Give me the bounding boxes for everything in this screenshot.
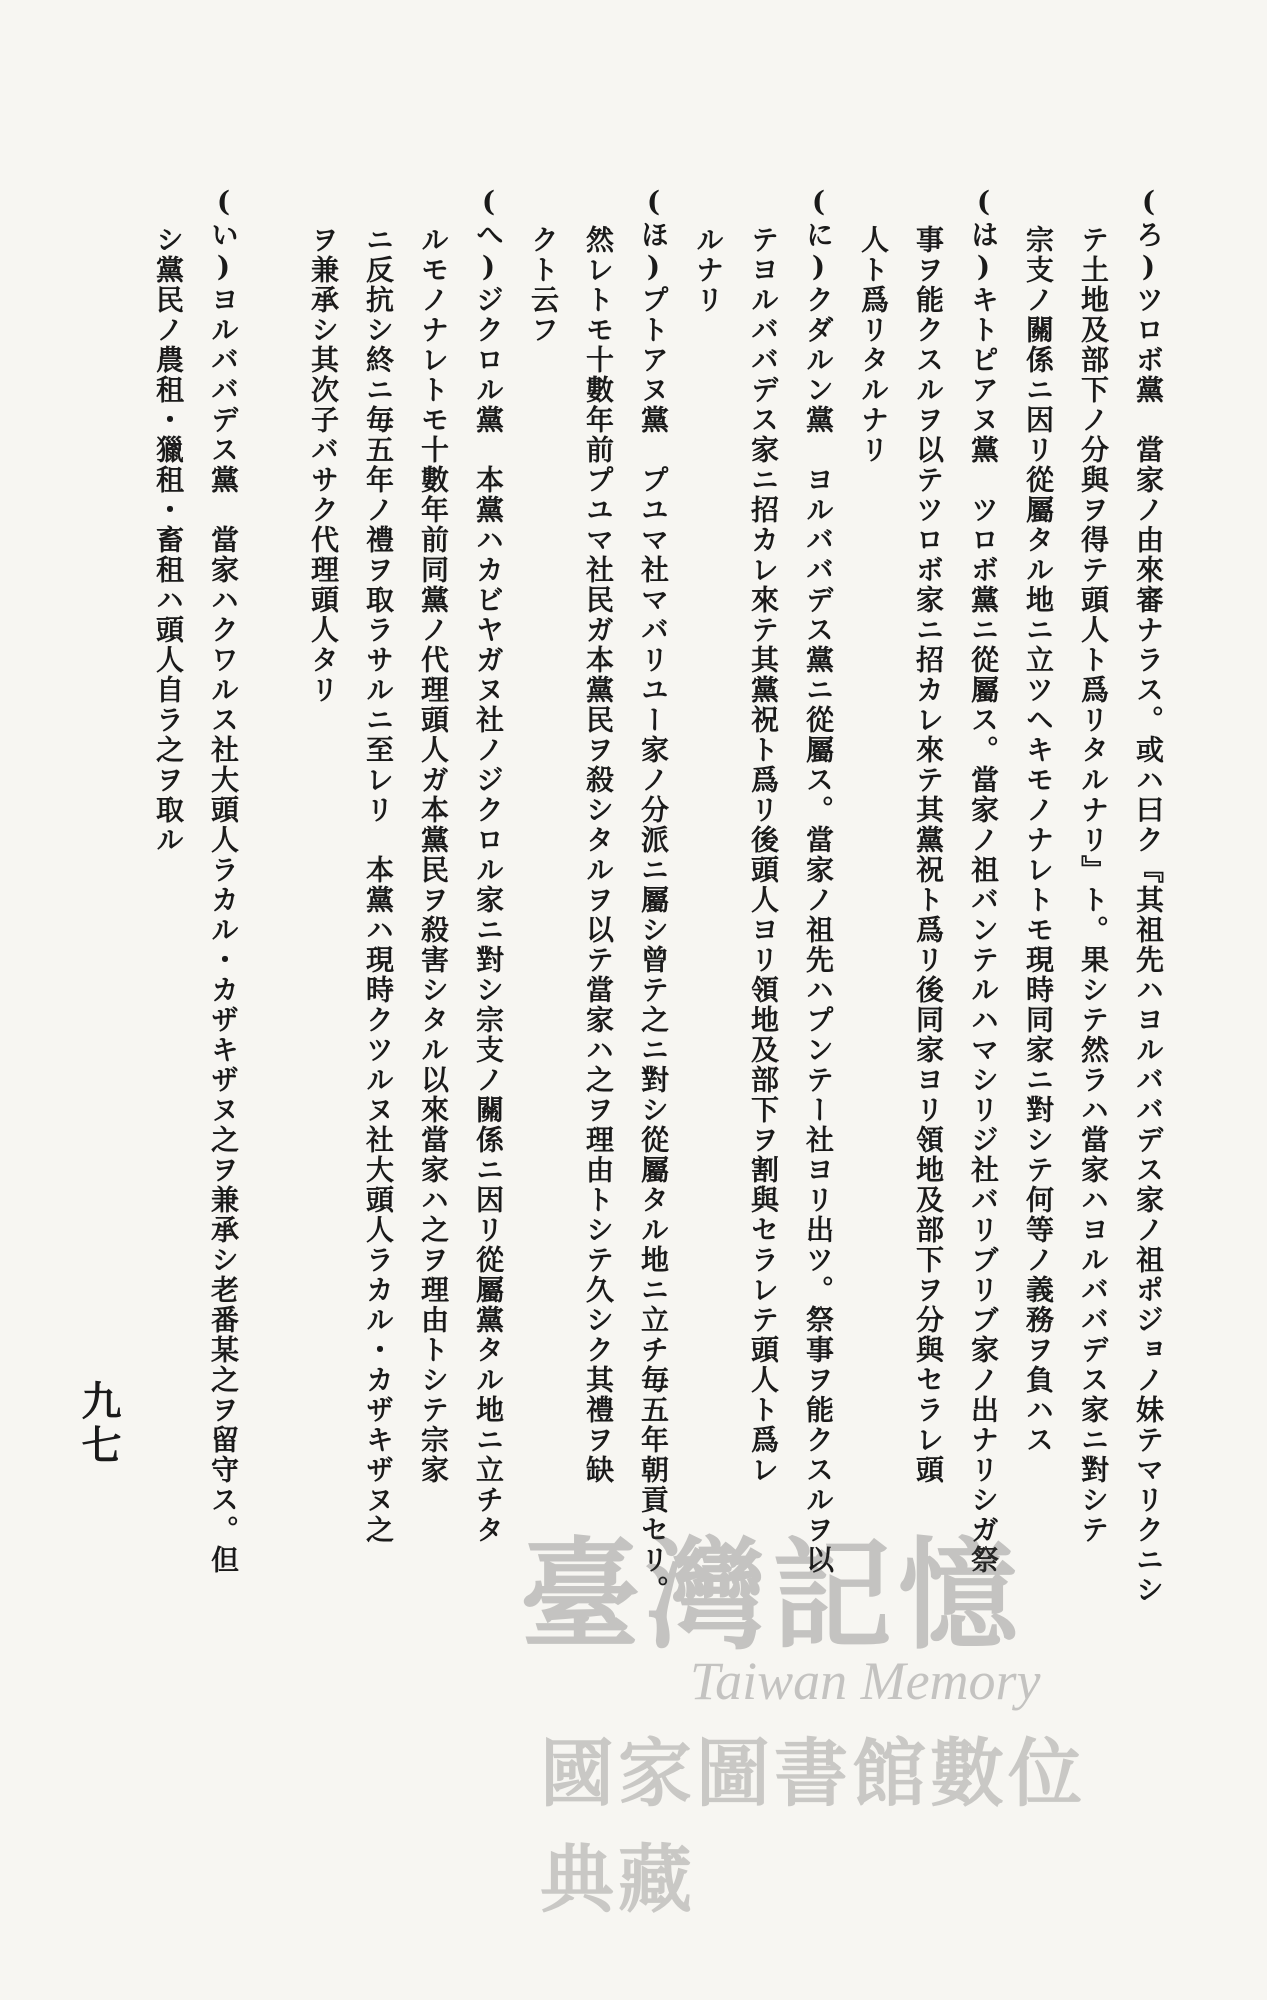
text-column-11: ルナリ bbox=[692, 225, 725, 315]
text-column-3: (ろ)ツロボ黨 當家ノ由來審ナラス。或ハ曰ク『其祖先ハヨルババデス家ノ祖ポジョノ妹テマリクニシ bbox=[1132, 185, 1165, 1605]
text-column-14: クト云フ bbox=[527, 225, 560, 345]
watermark-library: 國家圖書館數位典藏 bbox=[540, 1731, 1086, 1923]
text-column-1: (い)ヨルババデス黨 當家ハクワルス社大頭人ラカル・カザキザヌ之ヲ兼承シ老番某之ヲ留守ス。但 bbox=[207, 185, 240, 1575]
text-column-13: 然レトモ十數年前プユマ社民ガ本黨民ヲ殺シタルヲ以テ當家ハ之ヲ理由トシテ久シク其禮ヲ缺 bbox=[582, 225, 615, 1485]
page-number: 九七 bbox=[75, 1380, 122, 1468]
text-column-8: 人ト爲リタルナリ bbox=[857, 225, 890, 465]
text-column-10: テヨルババデス家ニ招カレ來テ其黨祝ト爲リ後頭人ヨリ領地及部下ヲ割與セラレテ頭人ト爲レ bbox=[747, 225, 780, 1485]
text-column-2: シ黨民ノ農租・獵租・畜租ハ頭人自ラ之ヲ取ル bbox=[152, 225, 185, 855]
text-column-4: テ土地及部下ノ分與ヲ得テ頭人ト爲リタルナリ』ト。果シテ然ラハ當家ハヨルババデス家ニ對シテ bbox=[1077, 225, 1110, 1545]
text-column-17: ニ反抗シ終ニ毎五年ノ禮ヲ取ラサルニ至レリ 本黨ハ現時クツルヌ社大頭人ラカル・カザキザヌ之 bbox=[362, 225, 395, 1545]
watermark bbox=[520, 1500, 1160, 1923]
text-column-6: (は)キトピアヌ黨 ツロボ黨ニ從屬ス。當家ノ祖バンテルハマシリジ社バリブリブ家ノ出ナリシガ祭 bbox=[967, 185, 1000, 1575]
text-column-5: 宗支ノ關係ニ因リ從屬タル地ニ立ツヘキモノナレトモ現時同家ニ對シテ何等ノ義務ヲ負ハス bbox=[1022, 225, 1055, 1455]
text-column-7: 事ヲ能クスルヲ以テツロボ家ニ招カレ來テ其黨祝ト爲リ後同家ヨリ領地及部下ヲ分與セラレ頭 bbox=[912, 225, 945, 1485]
text-column-18: ヲ兼承シ其次子バサク代理頭人タリ bbox=[307, 225, 340, 705]
watermark-title: 臺灣記憶 bbox=[520, 1525, 1024, 1666]
text-column-12: (ほ)プトアヌ黨 プユマ社マバリユー家ノ分派ニ屬シ曾テ之ニ對シ從屬タル地ニ立チ毎五年朝貢セリ。 bbox=[637, 185, 670, 1605]
watermark-subtitle: Taiwan Memory bbox=[690, 1651, 1041, 1711]
text-column-15: (へ)ジクロル黨 本黨ハカビヤガヌ社ノジクロル家ニ對シ宗支ノ關係ニ因リ從屬黨タル地ニ立チタ bbox=[472, 185, 505, 1545]
text-column-16: ルモノナレトモ十數年前同黨ノ代理頭人ガ本黨民ヲ殺害シタル以來當家ハ之ヲ理由トシテ宗家 bbox=[417, 225, 450, 1485]
text-column-9: (に)クダルン黨 ヨルババデス黨ニ從屬ス。當家ノ祖先ハプンテー社ヨリ出ツ。祭事ヲ能クスルヲ以 bbox=[802, 185, 835, 1575]
